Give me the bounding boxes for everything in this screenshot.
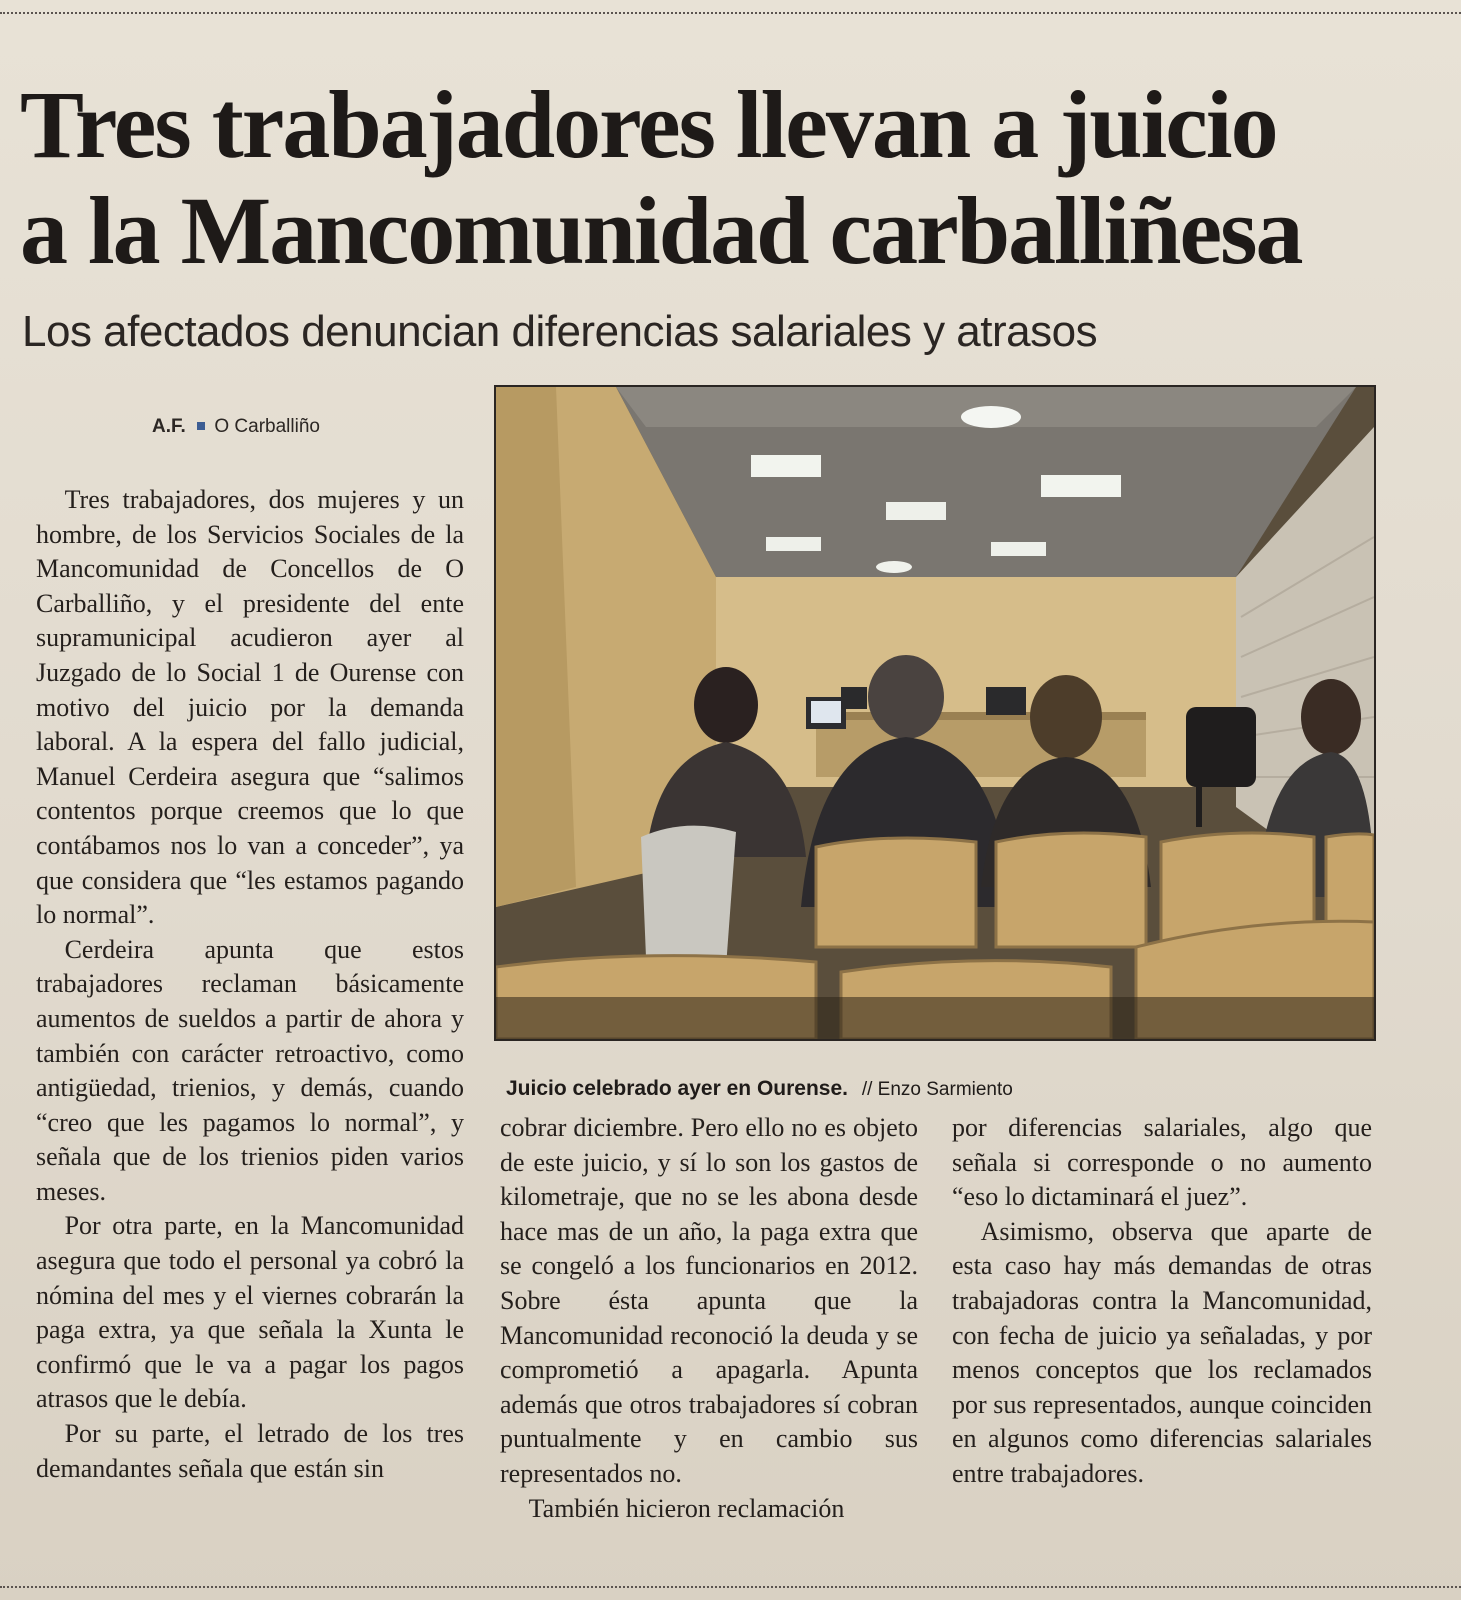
byline-author: A.F. bbox=[152, 416, 186, 437]
paragraph: Asimismo, observa que aparte de esta caso hay más demandas de otras trabajadoras contra la Mancomunidad, con fecha de juicio ya señaladas, y por menos conceptos que los reclamados por sus representados, aunque coinciden en algunos como diferencias salariales entre trabajadores. bbox=[952, 1216, 1372, 1488]
headline-line-2: a la Mancomunidad carballiñesa bbox=[20, 177, 1302, 284]
paragraph: Cerdeira apunta que estos trabajadores reclaman básicamente aumentos de sueldos a partir de ahora y también con carácter retroactivo, como antigüedad, trienios, y demás, cuando “creo que les pagamos lo normal”, y señala que de los trienios piden varios meses. bbox=[36, 934, 464, 1206]
courtroom-photo bbox=[494, 385, 1376, 1041]
paragraph: Por su parte, el letrado de los tres demandantes señala que están sin bbox=[36, 1419, 464, 1483]
headline-line-1: Tres trabajadores llevan a juicio bbox=[20, 71, 1277, 178]
paragraph: por diferencias salariales, algo que señala si corresponde o no aumento “eso lo dictaminará el juez”. bbox=[952, 1113, 1372, 1212]
headline bbox=[20, 72, 1440, 284]
byline bbox=[152, 416, 320, 438]
courtroom-illustration bbox=[496, 387, 1374, 1039]
caption-text: Juicio celebrado ayer en Ourense. bbox=[506, 1077, 848, 1100]
paragraph: cobrar diciembre. Pero ello no es objeto de este juicio, y sí lo son los gastos de kilometraje, que no se les abona desde hace mas de un año, la paga extra que se congeló a los funcionarios en 2012. Sobre ésta apunta que la Mancomunidad reconoció la deuda y se comprometió a apagarla. Apunta además que otros trabajadores sí cobran puntualmente y en cambio sus representados no. bbox=[500, 1113, 918, 1488]
paragraph: Por otra parte, en la Mancomunidad asegura que todo el personal ya cobró la nómina del mes y el viernes cobrarán la paga extra, ya que señala la Xunta le confirmó que le va a pagar los pagos atrasos que le debía. bbox=[36, 1211, 464, 1414]
byline-location: O Carballiño bbox=[214, 416, 320, 437]
article-column-1 bbox=[36, 483, 464, 1486]
article-column-3 bbox=[952, 1111, 1372, 1492]
subheadline: Los afectados denuncian diferencias salariales y atrasos bbox=[22, 307, 1098, 356]
bottom-dotted-rule bbox=[0, 1586, 1461, 1588]
article-column-2 bbox=[500, 1111, 918, 1526]
byline-square-icon bbox=[197, 422, 205, 430]
photo-credit: // Enzo Sarmiento bbox=[861, 1079, 1013, 1100]
paragraph: También hicieron reclamación bbox=[528, 1493, 845, 1523]
photo-caption bbox=[506, 1077, 1013, 1101]
top-dotted-rule bbox=[0, 12, 1461, 14]
paragraph: Tres trabajadores, dos mujeres y un hombre, de los Servicios Sociales de la Mancomunidad de Concellos de O Carballiño, y el presidente del ente supramunicipal acudieron ayer al Juzgado de lo Social 1 de Ourense con motivo del juicio por la demanda laboral. A la espera del fallo judicial, Manuel Cerdeira asegura que “salimos contentos porque creemos que lo que contábamos nos lo van a conceder”, ya que considera que “les estamos pagando lo normal”. bbox=[36, 485, 464, 930]
